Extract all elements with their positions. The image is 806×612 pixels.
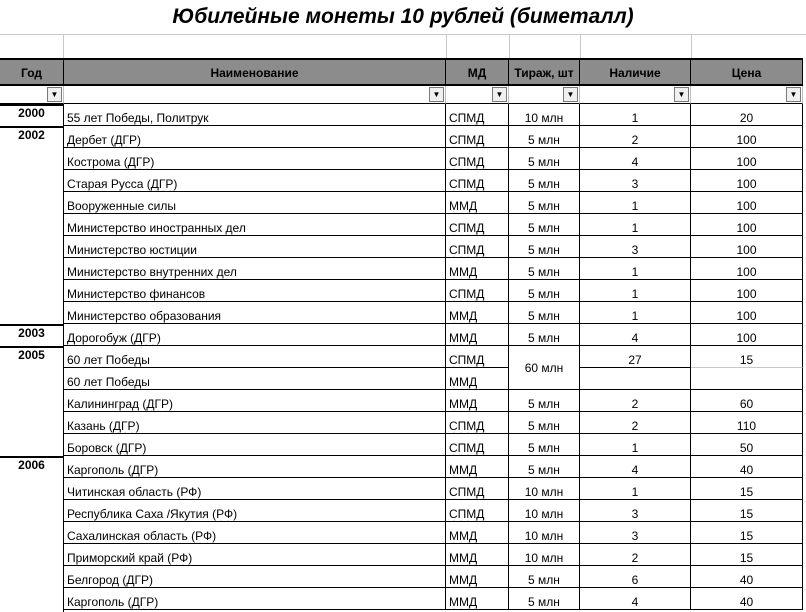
- nalichie-cell[interactable]: [580, 522, 691, 544]
- year-cell[interactable]: 2000: [0, 104, 64, 126]
- nalichie-cell[interactable]: [580, 214, 691, 236]
- md-cell-text: СПМД: [449, 441, 485, 455]
- price-cell-text: 20: [739, 111, 754, 125]
- md-cell-text: ММД: [449, 199, 478, 213]
- merged-tirazh-cell[interactable]: 60 млн: [509, 346, 580, 390]
- name-cell[interactable]: [64, 214, 446, 236]
- tirazh-cell-text: 10 млн: [524, 111, 564, 125]
- name-cell[interactable]: [64, 456, 446, 478]
- name-cell[interactable]: [64, 324, 446, 346]
- nalichie-cell-text: 1: [631, 265, 639, 279]
- price-cell-text: 15: [739, 507, 754, 521]
- name-cell[interactable]: [64, 126, 446, 148]
- name-cell[interactable]: [64, 302, 446, 324]
- name-cell[interactable]: [64, 522, 446, 544]
- md-cell-text: ММД: [449, 463, 478, 477]
- tirazh-cell-text: 5 млн: [528, 331, 560, 345]
- price-cell[interactable]: [691, 280, 803, 302]
- price-cell-text: 100: [736, 243, 757, 257]
- nalichie-cell[interactable]: [580, 192, 691, 214]
- md-cell-text: СПМД: [449, 419, 485, 433]
- tirazh-cell-text: 5 млн: [528, 265, 560, 279]
- price-cell-text: 50: [739, 441, 754, 455]
- name-cell[interactable]: [64, 478, 446, 500]
- filter-dropdown-icon[interactable]: ▼: [563, 87, 578, 102]
- filter-cell-year: [0, 86, 64, 104]
- nalichie-cell-text: 4: [631, 155, 639, 169]
- nalichie-cell-text: 1: [631, 441, 639, 455]
- nalichie-cell[interactable]: [580, 544, 691, 566]
- name-cell-text: Боровск (ДГР): [67, 441, 147, 455]
- year-cell[interactable]: 2005: [0, 346, 64, 456]
- md-cell-text: СПМД: [449, 155, 485, 169]
- price-cell-text: 15: [739, 529, 754, 543]
- header-md[interactable]: МД: [446, 58, 509, 86]
- nalichie-cell-text: 3: [631, 507, 639, 521]
- table-row: [0, 104, 806, 126]
- name-cell[interactable]: [64, 346, 446, 368]
- name-cell-text: Калининград (ДГР): [67, 397, 174, 411]
- price-cell-text: 15: [739, 551, 754, 565]
- md-cell[interactable]: [446, 302, 509, 324]
- price-cell-text: 100: [736, 177, 757, 191]
- tirazh-cell-text: 10 млн: [524, 529, 564, 543]
- md-cell[interactable]: [446, 588, 509, 610]
- table-row: [0, 544, 806, 566]
- nalichie-cell-text: 4: [631, 331, 639, 345]
- name-cell[interactable]: [64, 104, 446, 126]
- price-cell[interactable]: [691, 544, 803, 566]
- nalichie-cell[interactable]: [580, 588, 691, 610]
- tirazh-cell[interactable]: [509, 324, 580, 346]
- tirazh-cell[interactable]: [509, 148, 580, 170]
- md-cell-text: ММД: [449, 397, 478, 411]
- name-cell-text: Дербет (ДГР): [67, 133, 141, 147]
- md-cell[interactable]: [446, 170, 509, 192]
- md-cell[interactable]: [446, 412, 509, 434]
- price-cell[interactable]: [691, 236, 803, 258]
- empty-grid-row: [0, 34, 806, 59]
- md-cell-text: ММД: [449, 573, 478, 587]
- name-cell-text: Министерство иностранных дел: [67, 221, 246, 235]
- nalichie-cell[interactable]: [580, 148, 691, 170]
- nalichie-cell-text: 1: [631, 221, 639, 235]
- md-cell[interactable]: [446, 390, 509, 412]
- name-cell-text: Сахалинская область (РФ): [67, 529, 217, 543]
- header-name[interactable]: Наименование: [64, 58, 446, 86]
- nalichie-cell[interactable]: [580, 126, 691, 148]
- price-cell[interactable]: [691, 500, 803, 522]
- filter-cell-nalichie: [580, 86, 691, 104]
- nalichie-cell[interactable]: [580, 412, 691, 434]
- tirazh-cell-text: 5 млн: [528, 155, 560, 169]
- name-cell-text: Министерство образования: [67, 309, 222, 323]
- price-cell-text: 100: [736, 133, 757, 147]
- nalichie-cell-text: 3: [631, 177, 639, 191]
- price-cell[interactable]: [691, 522, 803, 544]
- filter-dropdown-icon[interactable]: ▼: [492, 87, 507, 102]
- header-price[interactable]: Цена: [691, 58, 803, 86]
- nalichie-cell[interactable]: [580, 302, 691, 324]
- md-cell-text: СПМД: [449, 485, 485, 499]
- nalichie-cell[interactable]: [580, 500, 691, 522]
- md-cell-text: ММД: [449, 551, 478, 565]
- name-cell-text: Приморский край (РФ): [67, 551, 193, 565]
- price-cell[interactable]: [691, 456, 803, 478]
- price-cell[interactable]: [691, 148, 803, 170]
- nalichie-cell[interactable]: [580, 104, 691, 126]
- md-cell-text: СПМД: [449, 111, 485, 125]
- price-cell[interactable]: [691, 104, 803, 126]
- nalichie-cell-text: 3: [631, 243, 639, 257]
- name-cell[interactable]: [64, 544, 446, 566]
- price-cell-text: 100: [736, 221, 757, 235]
- tirazh-cell-text: 5 млн: [528, 419, 560, 433]
- price-cell[interactable]: [691, 126, 803, 148]
- nalichie-cell[interactable]: [580, 566, 691, 588]
- nalichie-cell[interactable]: [580, 170, 691, 192]
- tirazh-cell[interactable]: [509, 192, 580, 214]
- tirazh-cell[interactable]: [509, 456, 580, 478]
- table-row: [0, 192, 806, 214]
- md-cell[interactable]: [446, 104, 509, 126]
- table-row: [0, 588, 806, 610]
- md-cell[interactable]: [446, 544, 509, 566]
- name-cell[interactable]: [64, 434, 446, 456]
- md-cell-text: СПМД: [449, 177, 485, 191]
- md-cell[interactable]: [446, 236, 509, 258]
- price-cell[interactable]: [691, 412, 803, 434]
- name-cell-text: Министерство внутренних дел: [67, 265, 237, 279]
- price-cell[interactable]: [691, 566, 803, 588]
- nalichie-cell-text: 4: [631, 463, 639, 477]
- name-cell-text: Каргополь (ДГР): [67, 595, 159, 609]
- name-cell-text: Министерство финансов: [67, 287, 206, 301]
- tirazh-cell[interactable]: [509, 170, 580, 192]
- nalichie-cell-text: 2: [631, 397, 639, 411]
- nalichie-cell[interactable]: [580, 236, 691, 258]
- md-cell[interactable]: [446, 280, 509, 302]
- tirazh-cell[interactable]: [509, 258, 580, 280]
- name-cell-text: Казань (ДГР): [67, 419, 140, 433]
- price-cell-text: 100: [736, 155, 757, 169]
- nalichie-cell-text: 6: [631, 573, 639, 587]
- md-cell-text: СПМД: [449, 507, 485, 521]
- nalichie-cell-text: 1: [631, 309, 639, 323]
- name-cell-text: Вооруженные силы: [67, 199, 176, 213]
- md-cell[interactable]: [446, 148, 509, 170]
- name-cell-text: 60 лет Победы: [67, 375, 150, 389]
- name-cell[interactable]: [64, 566, 446, 588]
- tirazh-cell-text: 5 млн: [528, 243, 560, 257]
- md-cell-text: СПМД: [449, 243, 485, 257]
- md-cell-text: ММД: [449, 529, 478, 543]
- name-cell-text: Министерство юстиции: [67, 243, 197, 257]
- price-cell[interactable]: [691, 258, 803, 280]
- name-cell[interactable]: [64, 258, 446, 280]
- name-cell-text: Кострома (ДГР): [67, 155, 155, 169]
- nalichie-cell[interactable]: [580, 324, 691, 346]
- filter-cell-price: [691, 86, 803, 104]
- md-cell-text: ММД: [449, 331, 478, 345]
- filter-dropdown-icon[interactable]: ▼: [47, 87, 62, 102]
- name-cell[interactable]: [64, 192, 446, 214]
- table-row: [0, 500, 806, 522]
- nalichie-cell[interactable]: [580, 456, 691, 478]
- year-cell[interactable]: 2006: [0, 456, 64, 612]
- price-cell[interactable]: [691, 324, 803, 346]
- merged-nalichie-cell[interactable]: 27: [580, 346, 691, 368]
- price-cell-text: 100: [736, 287, 757, 301]
- md-cell[interactable]: [446, 368, 509, 390]
- table-row: [0, 456, 806, 478]
- nalichie-cell-text: 2: [631, 551, 639, 565]
- header-tirazh[interactable]: Тираж, шт: [509, 58, 580, 86]
- tirazh-cell-text: 5 млн: [528, 199, 560, 213]
- tirazh-cell[interactable]: [509, 588, 580, 610]
- name-cell-text: Читинская область (РФ): [67, 485, 202, 499]
- price-cell[interactable]: [691, 192, 803, 214]
- price-cell-text: 40: [739, 573, 754, 587]
- nalichie-cell-text: 1: [631, 111, 639, 125]
- name-cell-text: 60 лет Победы: [67, 353, 150, 367]
- table-row: [0, 368, 806, 390]
- table-row: [0, 478, 806, 500]
- year-cell[interactable]: 2002: [0, 126, 64, 324]
- price-cell-text: 100: [736, 309, 757, 323]
- header-year[interactable]: Год: [0, 58, 64, 86]
- name-cell[interactable]: [64, 236, 446, 258]
- nalichie-cell[interactable]: [580, 478, 691, 500]
- filter-dropdown-icon[interactable]: ▼: [674, 87, 689, 102]
- table-row: [0, 214, 806, 236]
- nalichie-cell[interactable]: [580, 280, 691, 302]
- md-cell-text: ММД: [449, 265, 478, 279]
- md-cell[interactable]: [446, 478, 509, 500]
- tirazh-cell[interactable]: [509, 280, 580, 302]
- name-cell-text: Республика Саха /Якутия (РФ): [67, 507, 238, 521]
- name-cell-text: Каргополь (ДГР): [67, 463, 159, 477]
- md-cell[interactable]: [446, 324, 509, 346]
- price-cell[interactable]: [691, 478, 803, 500]
- name-cell[interactable]: [64, 390, 446, 412]
- md-cell-text: ММД: [449, 595, 478, 609]
- md-cell[interactable]: [446, 192, 509, 214]
- nalichie-cell[interactable]: [580, 434, 691, 456]
- md-cell[interactable]: [446, 456, 509, 478]
- name-cell[interactable]: [64, 170, 446, 192]
- tirazh-cell-text: 5 млн: [528, 441, 560, 455]
- nalichie-cell-text: 4: [631, 595, 639, 609]
- merged-price-cell[interactable]: 15: [691, 346, 803, 368]
- name-cell[interactable]: [64, 588, 446, 610]
- filter-dropdown-icon[interactable]: ▼: [786, 87, 801, 102]
- tirazh-cell-text: 10 млн: [524, 485, 564, 499]
- table-row: [0, 412, 806, 434]
- table-row: [0, 236, 806, 258]
- year-cell[interactable]: 2003: [0, 324, 64, 346]
- md-cell-text: СПМД: [449, 133, 485, 147]
- nalichie-cell-text: 3: [631, 529, 639, 543]
- name-cell-text: Белгород (ДГР): [67, 573, 153, 587]
- price-cell[interactable]: [691, 214, 803, 236]
- nalichie-cell[interactable]: [580, 258, 691, 280]
- tirazh-cell[interactable]: [509, 566, 580, 588]
- filter-cell-md: [446, 86, 509, 104]
- md-cell-text: ММД: [449, 309, 478, 323]
- tirazh-cell[interactable]: [509, 434, 580, 456]
- table-row: [0, 148, 806, 170]
- tirazh-cell-text: 10 млн: [524, 507, 564, 521]
- tirazh-cell[interactable]: [509, 214, 580, 236]
- md-cell[interactable]: [446, 566, 509, 588]
- table-row: [0, 434, 806, 456]
- table-row: [0, 390, 806, 412]
- price-cell[interactable]: [691, 170, 803, 192]
- tirazh-cell[interactable]: [509, 478, 580, 500]
- md-cell[interactable]: [446, 346, 509, 368]
- table-row: [0, 324, 806, 346]
- filter-cell-name: [64, 86, 446, 104]
- table-row: [0, 170, 806, 192]
- tirazh-cell[interactable]: [509, 236, 580, 258]
- md-cell[interactable]: [446, 522, 509, 544]
- md-cell[interactable]: [446, 258, 509, 280]
- price-cell-text: 15: [739, 485, 754, 499]
- sheet-title: Юбилейные монеты 10 рублей (биметалл): [172, 5, 634, 28]
- price-cell[interactable]: [691, 434, 803, 456]
- nalichie-cell-text: 2: [631, 419, 639, 433]
- nalichie-cell-text: 1: [631, 287, 639, 301]
- tirazh-cell-text: 5 млн: [528, 463, 560, 477]
- price-cell-text: 100: [736, 331, 757, 345]
- name-cell[interactable]: [64, 412, 446, 434]
- name-cell-text: Дорогобуж (ДГР): [67, 331, 161, 345]
- md-cell[interactable]: [446, 500, 509, 522]
- price-cell-text: 100: [736, 199, 757, 213]
- tirazh-cell[interactable]: [509, 544, 580, 566]
- price-cell-text: 60: [739, 397, 754, 411]
- tirazh-cell-text: 5 млн: [528, 177, 560, 191]
- nalichie-cell-text: 1: [631, 485, 639, 499]
- price-cell-text: 40: [739, 463, 754, 477]
- name-cell[interactable]: [64, 368, 446, 390]
- tirazh-cell[interactable]: [509, 412, 580, 434]
- md-cell-text: СПМД: [449, 353, 485, 367]
- price-cell[interactable]: [691, 368, 803, 390]
- name-cell-text: Старая Русса (ДГР): [67, 177, 178, 191]
- price-cell[interactable]: [691, 390, 803, 412]
- tirazh-cell[interactable]: [509, 500, 580, 522]
- price-cell-text: 110: [736, 419, 757, 433]
- tirazh-cell[interactable]: [509, 302, 580, 324]
- tirazh-cell-text: 5 млн: [528, 397, 560, 411]
- nalichie-cell-text: 1: [631, 199, 639, 213]
- md-cell[interactable]: [446, 214, 509, 236]
- md-cell[interactable]: [446, 126, 509, 148]
- nalichie-cell[interactable]: [580, 390, 691, 412]
- tirazh-cell[interactable]: [509, 390, 580, 412]
- table-row: [0, 566, 806, 588]
- tirazh-cell-text: 10 млн: [524, 551, 564, 565]
- tirazh-cell-text: 5 млн: [528, 309, 560, 323]
- table-row: [0, 302, 806, 324]
- tirazh-cell-text: 5 млн: [528, 287, 560, 301]
- table-row: [0, 522, 806, 544]
- md-cell-text: СПМД: [449, 287, 485, 301]
- name-cell[interactable]: [64, 148, 446, 170]
- price-cell-text: 40: [739, 595, 754, 609]
- filter-cell-tirazh: [509, 86, 580, 104]
- table-row: [0, 126, 806, 148]
- name-cell-text: 55 лет Победы, Политрук: [67, 111, 209, 125]
- tirazh-cell-text: 5 млн: [528, 221, 560, 235]
- tirazh-cell[interactable]: [509, 522, 580, 544]
- nalichie-cell[interactable]: [580, 368, 691, 390]
- md-cell-text: СПМД: [449, 221, 485, 235]
- price-cell-text: 100: [736, 265, 757, 279]
- md-cell-text: ММД: [449, 375, 478, 389]
- name-cell[interactable]: [64, 280, 446, 302]
- tirazh-cell-text: 5 млн: [528, 133, 560, 147]
- filter-dropdown-icon[interactable]: ▼: [429, 87, 444, 102]
- tirazh-cell[interactable]: [509, 104, 580, 126]
- md-cell[interactable]: [446, 434, 509, 456]
- nalichie-cell-text: 2: [631, 133, 639, 147]
- tirazh-cell-text: 5 млн: [528, 573, 560, 587]
- table-row: [0, 280, 806, 302]
- tirazh-cell[interactable]: [509, 126, 580, 148]
- price-cell[interactable]: [691, 302, 803, 324]
- price-cell[interactable]: [691, 588, 803, 610]
- tirazh-cell-text: 5 млн: [528, 595, 560, 609]
- table-row: [0, 258, 806, 280]
- header-nalichie[interactable]: Наличие: [580, 58, 691, 86]
- name-cell[interactable]: [64, 500, 446, 522]
